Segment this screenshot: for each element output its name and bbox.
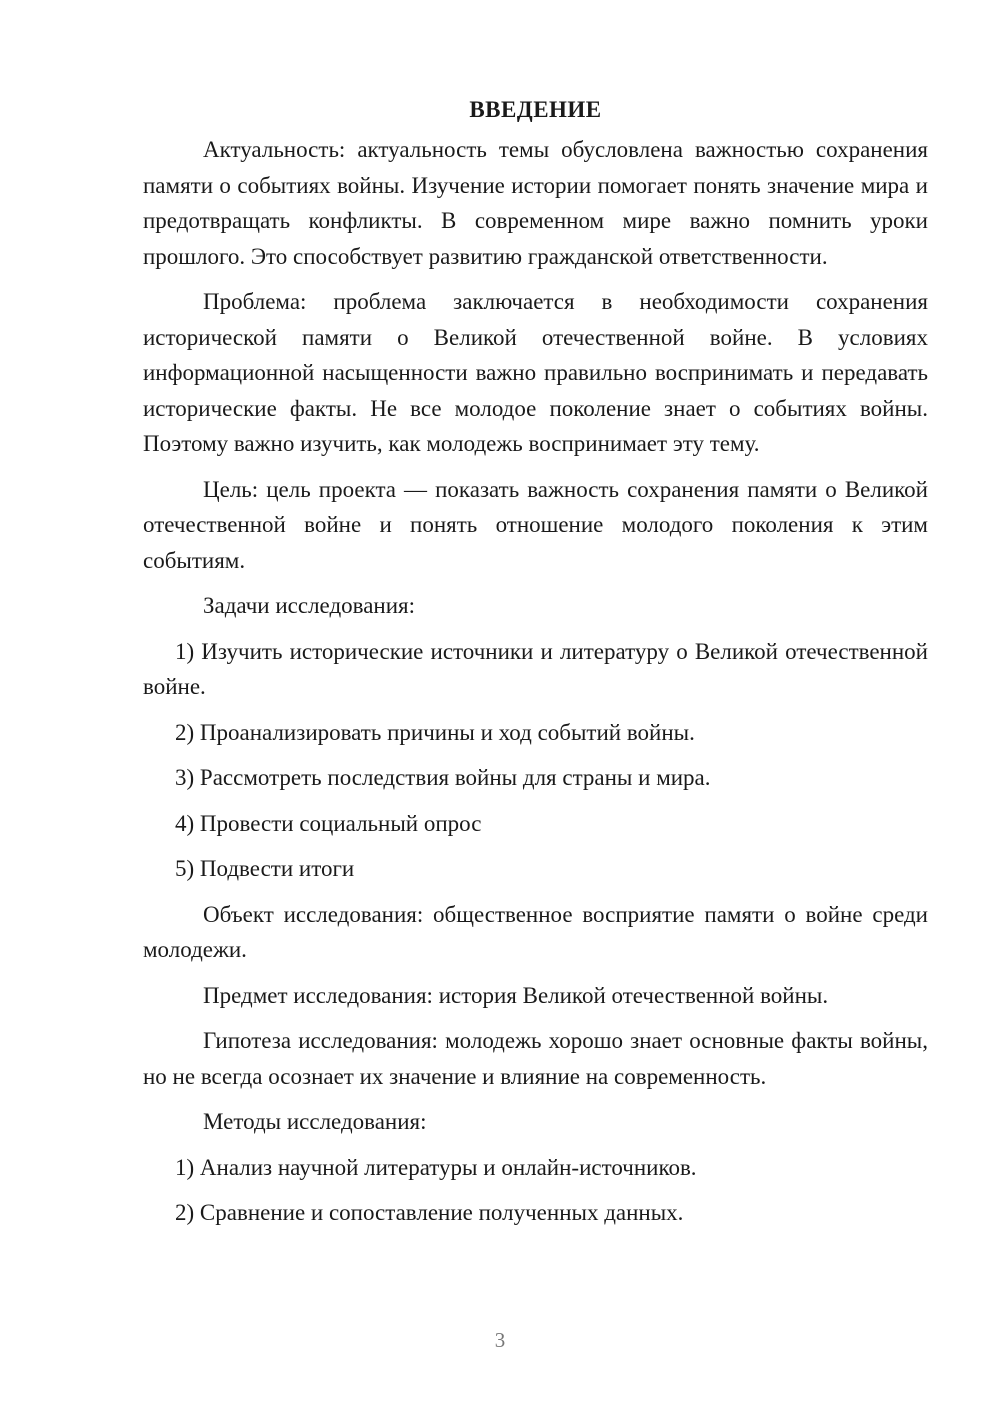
goal-paragraph: Цель: цель проекта — показать важность сохранения памяти о Великой отечественной войне и понять отношение молодого поколения к этим событиям. <box>143 476 928 573</box>
tasks-heading: Задачи исследования: <box>203 593 416 618</box>
task-item: 2) Проанализировать причины и ход событий войны. <box>175 719 695 745</box>
page-number: 3 <box>494 1328 506 1352</box>
section-title: ВВЕДЕНИЕ <box>469 97 602 122</box>
relevance-paragraph: Актуальность: актуальность темы обусловлена важностью сохранения памяти о событиях войны. Изучение истории помогает понять значение мира и предотвращать конфликты. В современном мире важно помнить уроки прошлого. Это способствует развитию гражданской ответственности. <box>143 137 928 269</box>
method-item: 1) Анализ научной литературы и онлайн-источников. <box>175 1154 697 1180</box>
methods-heading: Методы исследования: <box>203 1109 427 1134</box>
method-item: 2) Сравнение и сопоставление полученных данных. <box>175 1200 684 1225</box>
task-item: 3) Рассмотреть последствия войны для страны и мира. <box>175 765 711 790</box>
task-item: 5) Подвести итоги <box>175 856 355 881</box>
object-paragraph: Объект исследования: общественное восприятие памяти о войне среди молодежи. <box>143 901 928 962</box>
page-content <box>143 92 928 1241</box>
problem-paragraph: Проблема: проблема заключается в необходимости сохранения исторической памяти о Великой отечественной войне. В условиях информационной насыщенности важно правильно воспринимать и передавать исторические факты. Не все молодое поколение знает о событиях войны. Поэтому важно изучить, как молодежь воспринимает эту тему. <box>143 289 928 456</box>
hypothesis-paragraph: Гипотеза исследования: молодежь хорошо знает основные факты войны, но не всегда осознает их значение и влияние на современность. <box>143 1028 928 1089</box>
task-item: 1) Изучить исторические источники и литературу о Великой отечественной войне. <box>143 638 928 699</box>
subject-paragraph: Предмет исследования: история Великой отечественной войны. <box>203 982 829 1008</box>
task-item: 4) Провести социальный опрос <box>175 810 482 836</box>
